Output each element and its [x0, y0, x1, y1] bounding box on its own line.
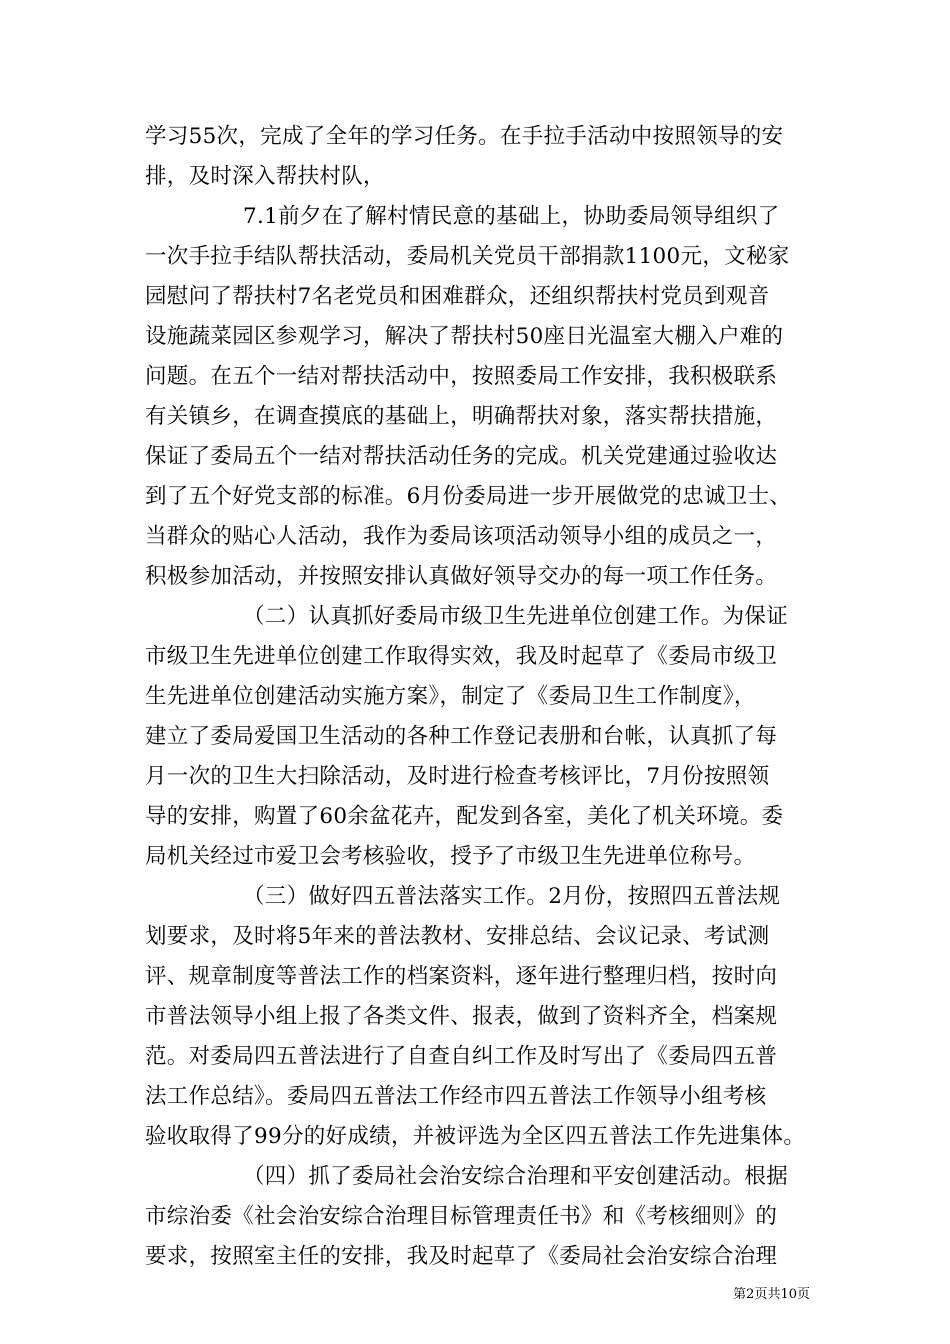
paragraph-first-line: 7.1前夕在了解村情民意的基础上，协助委局领导组织了: [243, 204, 780, 229]
text-line: 月一次的卫生大扫除活动，及时进行检查考核评比，7月份按照领: [145, 764, 770, 789]
text-line: 积极参加活动，并按照安排认真做好领导交办的每一项工作任务。: [145, 564, 778, 589]
text-line: 当群众的贴心人活动，我作为委局该项活动领导小组的成员之一，: [145, 524, 778, 549]
text-line: 生先进单位创建活动实施方案》，制定了《委局卫生工作制度》，: [145, 684, 756, 709]
text-line: 范。对委局四五普法进行了自查自纠工作及时写出了《委局四五普: [145, 1044, 778, 1069]
text-line: 设施蔬菜园区参观学习，解决了帮扶村50座日光温室大棚入户难的: [145, 324, 784, 349]
text-line: 一次手拉手结队帮扶活动，委局机关党员干部捐款1100元，文秘家: [145, 244, 790, 269]
text-line: 评、规章制度等普法工作的档案资料，逐年进行整理归档，按时向: [145, 964, 778, 989]
section-heading-line: （二）认真抓好委局市级卫生先进单位创建工作。为保证: [243, 604, 789, 629]
text-line: 学习55次，完成了全年的学习任务。在手拉手活动中按照领导的安: [145, 124, 784, 149]
section-heading-line: （三）做好四五普法落实工作。2月份，按照四五普法规: [243, 884, 781, 909]
text-line: 导的安排，购置了60余盆花卉，配发到各室，美化了机关环境。委: [145, 804, 784, 829]
text-line: 局机关经过市爱卫会考核验收，授予了市级卫生先进单位称号。: [145, 844, 756, 869]
page-number: 第2页共10页: [733, 1287, 810, 1302]
text-line: 到了五个好党支部的标准。6月份委局进一步开展做党的忠诚卫士、: [145, 484, 792, 509]
section-heading-line: （四）抓了委局社会治安综合治理和平安创建活动。根据: [243, 1164, 789, 1189]
text-line: 市普法领导小组上报了各类文件、报表，做到了资料齐全，档案规: [145, 1004, 778, 1029]
text-line: 排，及时深入帮扶村队，: [145, 164, 385, 189]
text-line: 保证了委局五个一结对帮扶活动任务的完成。机关党建通过验收达: [145, 444, 778, 469]
text-line: 问题。在五个一结对帮扶活动中，按照委局工作安排，我积极联系: [145, 364, 778, 389]
text-line: 市综治委《社会治安综合治理目标管理责任书》和《考核细则》的: [145, 1204, 778, 1229]
text-line: 建立了委局爱国卫生活动的各种工作登记表册和台帐，认真抓了每: [145, 724, 778, 749]
text-line: 要求，按照室主任的安排，我及时起草了《委局社会治安综合治理: [145, 1244, 778, 1269]
text-line: 市级卫生先进单位创建工作取得实效，我及时起草了《委局市级卫: [145, 644, 778, 669]
text-line: 园慰问了帮扶村7名老党员和困难群众，还组织帮扶村党员到观音: [145, 284, 770, 309]
text-line: 划要求，及时将5年来的普法教材、安排总结、会议记录、考试测: [145, 924, 770, 949]
text-line: 验收取得了99分的好成绩，并被评选为全区四五普法工作先进集体。: [145, 1124, 806, 1149]
text-line: 法工作总结》。委局四五普法工作经市四五普法工作领导小组考核: [145, 1084, 767, 1109]
text-line: 有关镇乡，在调查摸底的基础上，明确帮扶对象，落实帮扶措施，: [145, 404, 778, 429]
